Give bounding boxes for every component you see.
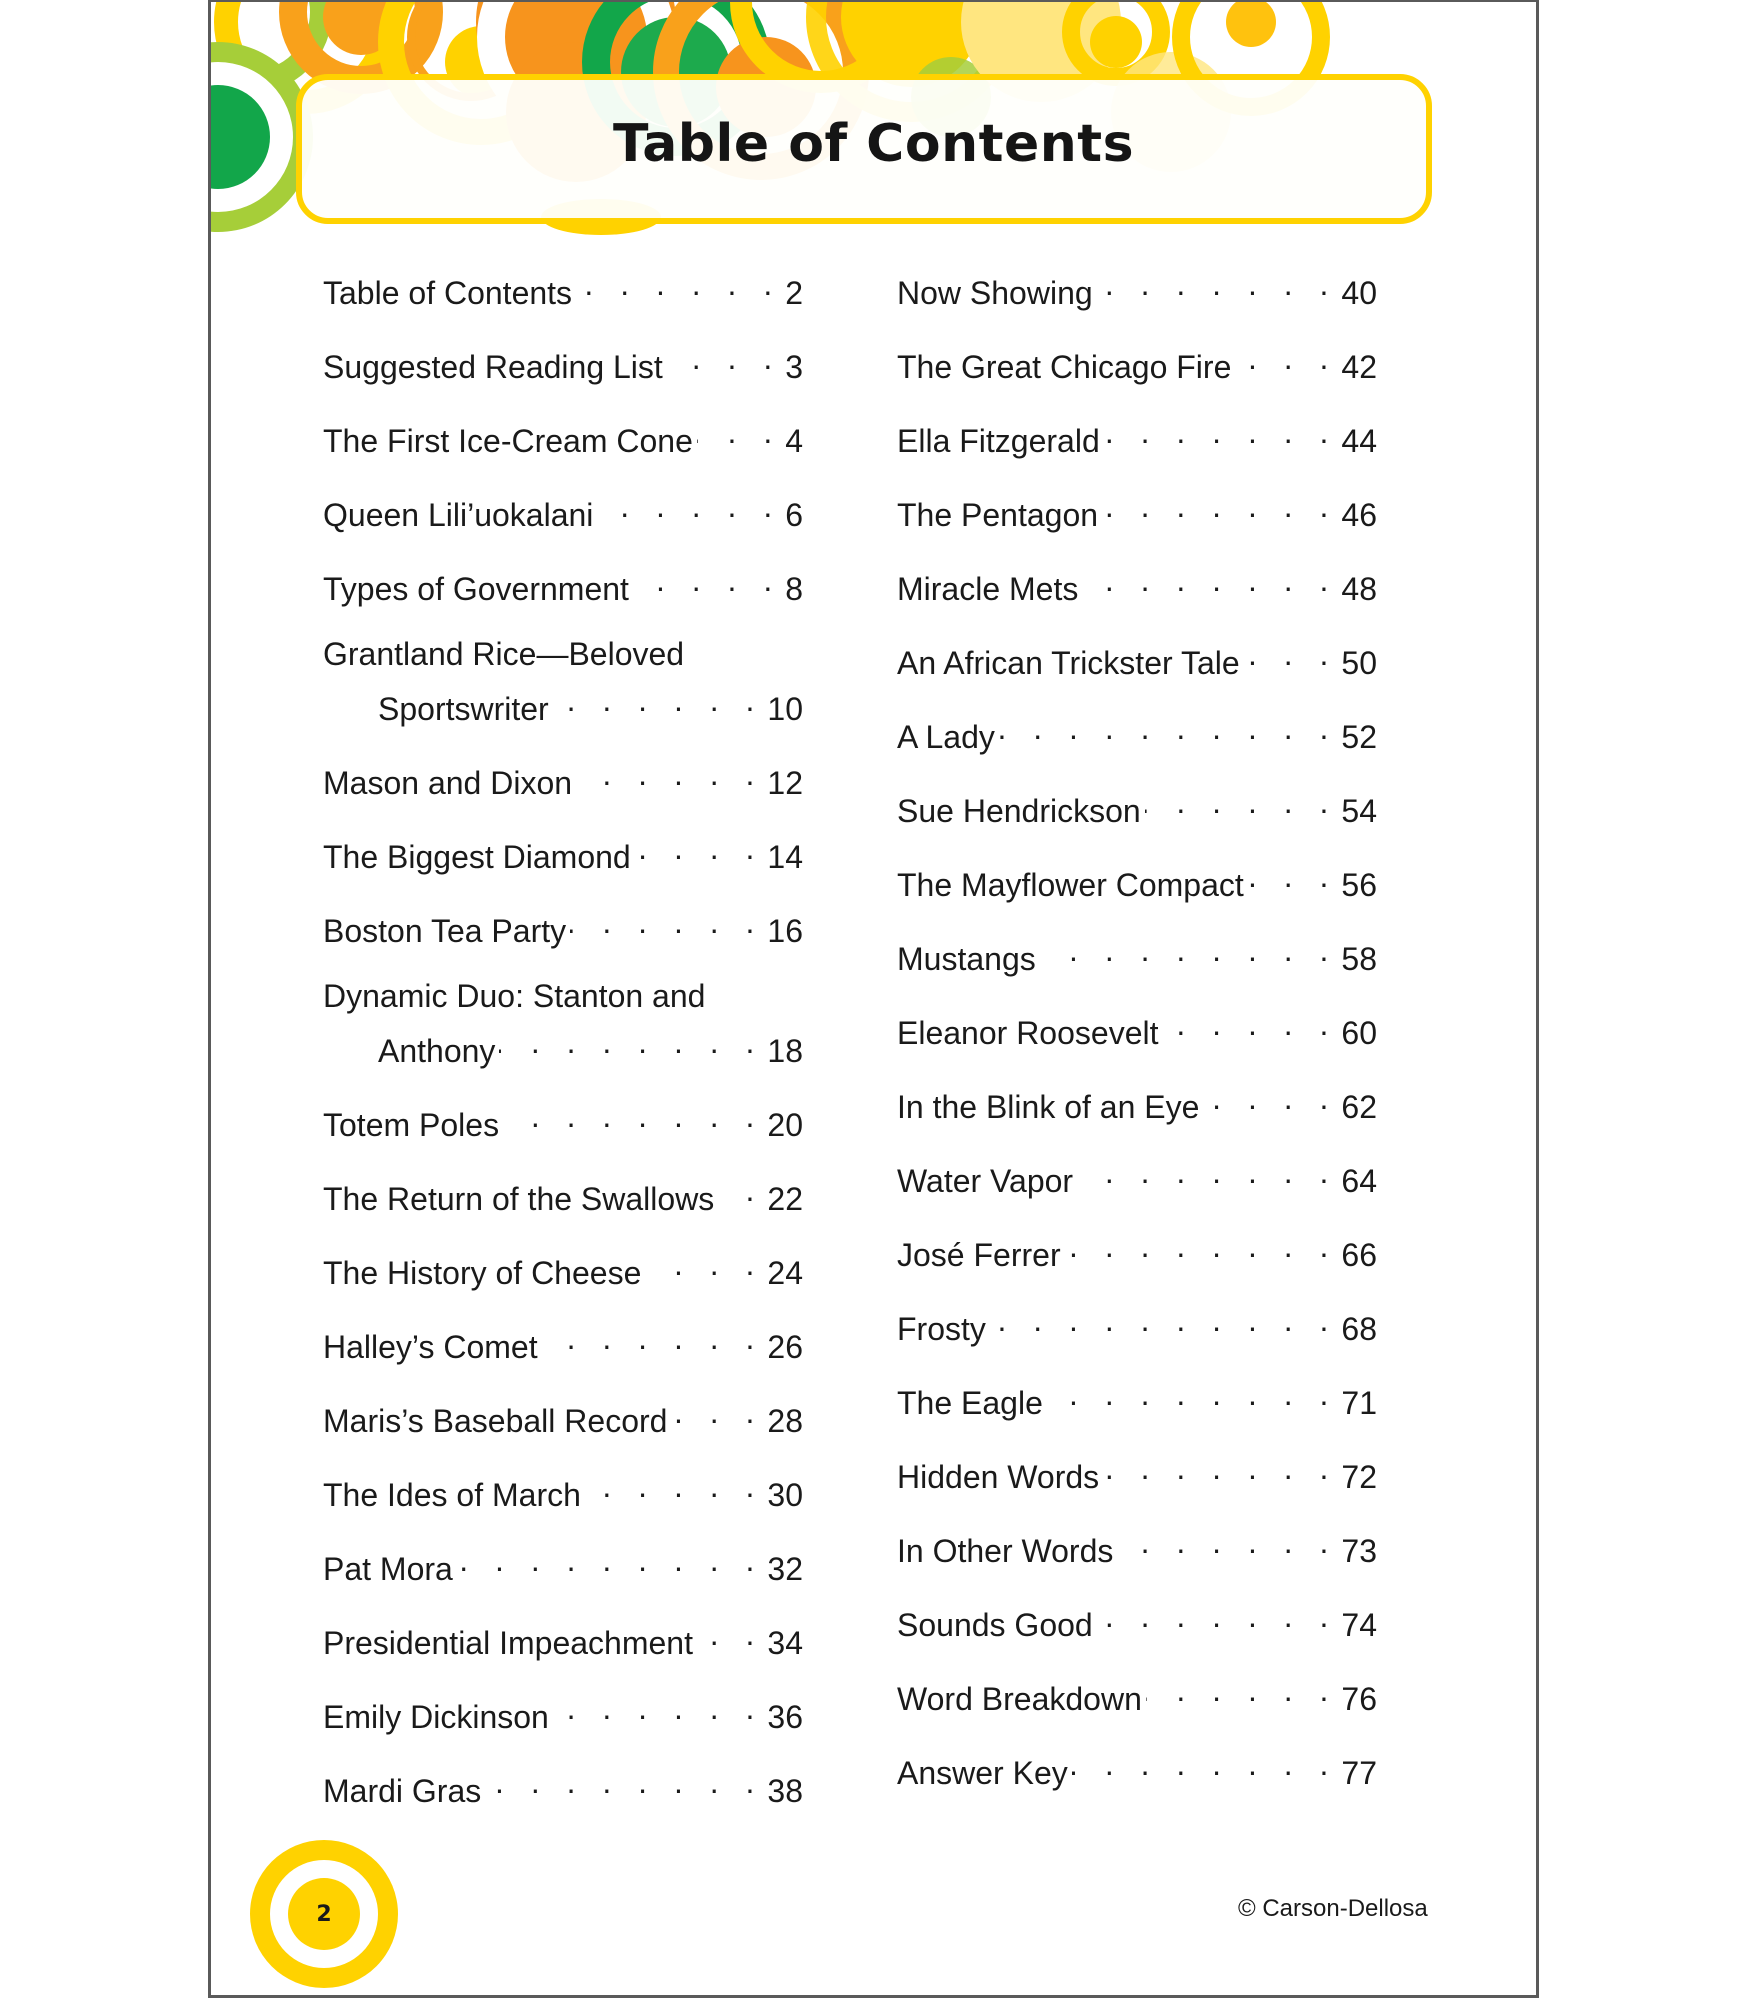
dot-leader — [553, 680, 764, 720]
toc-entry — [323, 1096, 803, 1170]
dot-leader — [1102, 486, 1337, 526]
toc-entry — [323, 560, 803, 634]
entry-page: 42 — [1341, 349, 1377, 385]
dot-leader — [1248, 856, 1338, 896]
entry-page: 71 — [1341, 1385, 1377, 1421]
dot-leader — [1117, 1522, 1337, 1562]
entry-title: An African Trickster Tale — [897, 645, 1240, 681]
entry-title: Table of Contents — [323, 275, 573, 311]
page-number-badge — [250, 1840, 398, 1988]
entry-page: 76 — [1341, 1681, 1377, 1717]
entry-title: Pat Mora — [323, 1551, 453, 1587]
toc-entry — [897, 1004, 1377, 1078]
toc-column-right — [897, 264, 1377, 1818]
dot-leader — [542, 1318, 764, 1358]
worksheet-page — [208, 0, 1539, 1998]
dot-leader — [1104, 412, 1338, 452]
dot-leader — [1047, 1374, 1338, 1414]
dot-leader — [576, 754, 763, 794]
entry-title: Answer Key — [897, 1755, 1068, 1791]
entry-page: 28 — [767, 1403, 803, 1439]
dot-leader — [597, 486, 781, 526]
entry-title: Queen Lili’uokalani — [323, 497, 594, 533]
toc-entry — [897, 1448, 1377, 1522]
dot-leader — [499, 1022, 763, 1062]
entry-title: Types of Government — [323, 571, 629, 607]
toc-entry — [323, 902, 803, 976]
toc-entry — [897, 1522, 1377, 1596]
entry-page: 36 — [767, 1699, 803, 1735]
dot-leader — [1244, 634, 1338, 674]
entry-page: 20 — [767, 1107, 803, 1143]
entry-title: Frosty — [897, 1311, 986, 1347]
entry-title: In the Blink of an Eye — [897, 1089, 1200, 1125]
entry-page: 56 — [1341, 867, 1377, 903]
dot-leader — [1103, 1448, 1337, 1488]
entry-page: 60 — [1341, 1015, 1377, 1051]
entry-page: 40 — [1341, 275, 1377, 311]
dot-leader — [697, 1614, 763, 1654]
entry-page: 12 — [767, 765, 803, 801]
entry-page: 72 — [1341, 1459, 1377, 1495]
entry-page: 52 — [1341, 719, 1377, 755]
entry-title: José Ferrer — [897, 1237, 1061, 1273]
entry-title: Sue Hendrickson — [897, 793, 1141, 829]
toc-entry — [897, 338, 1377, 412]
entry-title: Miracle Mets — [897, 571, 1079, 607]
entry-page: 24 — [767, 1255, 803, 1291]
entry-page: 22 — [767, 1181, 803, 1217]
toc-entry — [897, 634, 1377, 708]
dot-leader — [1082, 560, 1337, 600]
dot-leader — [671, 1392, 763, 1432]
toc-entry — [897, 1152, 1377, 1226]
entry-page: 32 — [767, 1551, 803, 1587]
entry-page: 6 — [785, 497, 803, 533]
entry-page: 68 — [1341, 1311, 1377, 1347]
entry-page: 77 — [1341, 1755, 1377, 1791]
entry-title-continued: Anthony — [378, 1033, 496, 1069]
entry-page: 66 — [1341, 1237, 1377, 1273]
toc-entry — [323, 338, 803, 412]
toc-entry — [323, 754, 803, 828]
toc-entry — [323, 976, 803, 1096]
toc-entry — [323, 1614, 803, 1688]
entry-title: The First Ice-Cream Cone — [323, 423, 693, 459]
dot-leader — [633, 560, 781, 600]
entry-title: Word Breakdown — [897, 1681, 1142, 1717]
entry-title: Mardi Gras — [323, 1773, 482, 1809]
dot-leader — [1235, 338, 1337, 378]
toc-entry — [897, 1300, 1377, 1374]
dot-leader — [697, 412, 781, 452]
entry-page: 38 — [767, 1773, 803, 1809]
entry-title: Suggested Reading List — [323, 349, 663, 385]
entry-title: The Great Chicago Fire — [897, 349, 1232, 385]
entry-page: 34 — [767, 1625, 803, 1661]
entry-title: In Other Words — [897, 1533, 1114, 1569]
toc-entry — [897, 560, 1377, 634]
copyright-notice: © Carson-Dellosa — [1238, 1895, 1428, 1922]
entry-title: Maris’s Baseball Record — [323, 1403, 668, 1439]
entry-title-continued: Sportswriter — [378, 691, 549, 727]
entry-page: 44 — [1341, 423, 1377, 459]
entry-page: 3 — [785, 349, 803, 385]
entry-title: The Ides of March — [323, 1477, 581, 1513]
dot-leader — [990, 1300, 1338, 1340]
entry-title: Hidden Words — [897, 1459, 1100, 1495]
entry-title: Eleanor Roosevelt — [897, 1015, 1159, 1051]
dot-leader — [1040, 930, 1338, 970]
entry-page: 8 — [785, 571, 803, 607]
entry-page: 54 — [1341, 793, 1377, 829]
entry-title: The Return of the Swallows — [323, 1181, 715, 1217]
toc-entry — [897, 782, 1377, 856]
entry-page: 4 — [785, 423, 803, 459]
dot-leader — [667, 338, 781, 378]
dot-leader — [503, 1096, 763, 1136]
dot-leader — [585, 1466, 764, 1506]
entry-page: 14 — [767, 839, 803, 875]
entry-title: Emily Dickinson — [323, 1699, 549, 1735]
entry-title: Halley’s Comet — [323, 1329, 538, 1365]
entry-page: 18 — [767, 1033, 803, 1069]
toc-entry — [323, 1688, 803, 1762]
entry-title: Dynamic Duo: Stanton and — [323, 978, 706, 1014]
entry-title: The Pentagon — [897, 497, 1099, 533]
entry-page: 46 — [1341, 497, 1377, 533]
dot-leader — [570, 902, 763, 942]
toc-entry — [897, 412, 1377, 486]
dot-leader — [1146, 1670, 1338, 1710]
entry-page: 48 — [1341, 571, 1377, 607]
dot-leader — [999, 708, 1338, 748]
toc-column-left — [323, 264, 803, 1836]
toc-entry — [323, 1318, 803, 1392]
entry-title: The Mayflower Compact — [897, 867, 1244, 903]
dot-leader — [553, 1688, 764, 1728]
entry-page: 30 — [767, 1477, 803, 1513]
toc-entry — [323, 1466, 803, 1540]
toc-entry — [897, 1670, 1377, 1744]
toc-entry — [897, 1078, 1377, 1152]
entry-title: Boston Tea Party — [323, 913, 567, 949]
entry-page: 50 — [1341, 645, 1377, 681]
entry-title: Presidential Impeachment — [323, 1625, 693, 1661]
entry-page: 26 — [767, 1329, 803, 1365]
page-title: Table of Contents — [612, 114, 1135, 174]
dot-leader — [485, 1762, 763, 1802]
entry-title: Mason and Dixon — [323, 765, 573, 801]
toc-entry — [323, 828, 803, 902]
dot-leader — [1145, 782, 1338, 822]
entry-page: 10 — [767, 691, 803, 727]
dot-leader — [1072, 1744, 1338, 1784]
dot-leader — [1097, 264, 1338, 304]
dot-leader — [1065, 1226, 1338, 1266]
page-number: 2 — [316, 1901, 332, 1927]
toc-entry — [897, 264, 1377, 338]
entry-title: Totem Poles — [323, 1107, 500, 1143]
toc-entry — [323, 1392, 803, 1466]
entry-page: 62 — [1341, 1089, 1377, 1125]
toc-entry — [323, 264, 803, 338]
dot-leader — [1203, 1078, 1337, 1118]
toc-entry — [323, 486, 803, 560]
entry-page: 16 — [767, 913, 803, 949]
entry-page: 73 — [1341, 1533, 1377, 1569]
entry-page: 74 — [1341, 1607, 1377, 1643]
toc-entry — [897, 1226, 1377, 1300]
toc-entry — [323, 1540, 803, 1614]
toc-entry — [897, 1744, 1377, 1818]
entry-title: Now Showing — [897, 275, 1093, 311]
dot-leader — [457, 1540, 764, 1580]
toc-entry — [897, 930, 1377, 1004]
toc-entry — [897, 856, 1377, 930]
entry-title: The Biggest Diamond — [323, 839, 631, 875]
entry-title: Water Vapor — [897, 1163, 1074, 1199]
entry-title: The History of Cheese — [323, 1255, 642, 1291]
toc-entry — [323, 634, 803, 754]
dot-leader — [1162, 1004, 1337, 1044]
toc-entry — [897, 1596, 1377, 1670]
toc-entry — [897, 486, 1377, 560]
entry-title: Mustangs — [897, 941, 1036, 977]
entry-title: The Eagle — [897, 1385, 1043, 1421]
toc-entry — [897, 708, 1377, 782]
dot-leader — [645, 1244, 763, 1284]
entry-title: Grantland Rice—Beloved — [323, 636, 685, 672]
dot-leader — [718, 1170, 763, 1210]
dot-leader — [1077, 1152, 1337, 1192]
dot-leader — [635, 828, 764, 868]
entry-page: 2 — [785, 275, 803, 311]
toc-entry — [897, 1374, 1377, 1448]
entry-title: Ella Fitzgerald — [897, 423, 1100, 459]
toc-entry — [323, 412, 803, 486]
toc-entry — [323, 1244, 803, 1318]
entry-page: 64 — [1341, 1163, 1377, 1199]
toc-entry — [323, 1170, 803, 1244]
dot-leader — [576, 264, 781, 304]
toc-entry — [323, 1762, 803, 1836]
dot-leader — [1097, 1596, 1338, 1636]
entry-title: Sounds Good — [897, 1607, 1093, 1643]
entry-title: A Lady — [897, 719, 995, 755]
entry-page: 58 — [1341, 941, 1377, 977]
